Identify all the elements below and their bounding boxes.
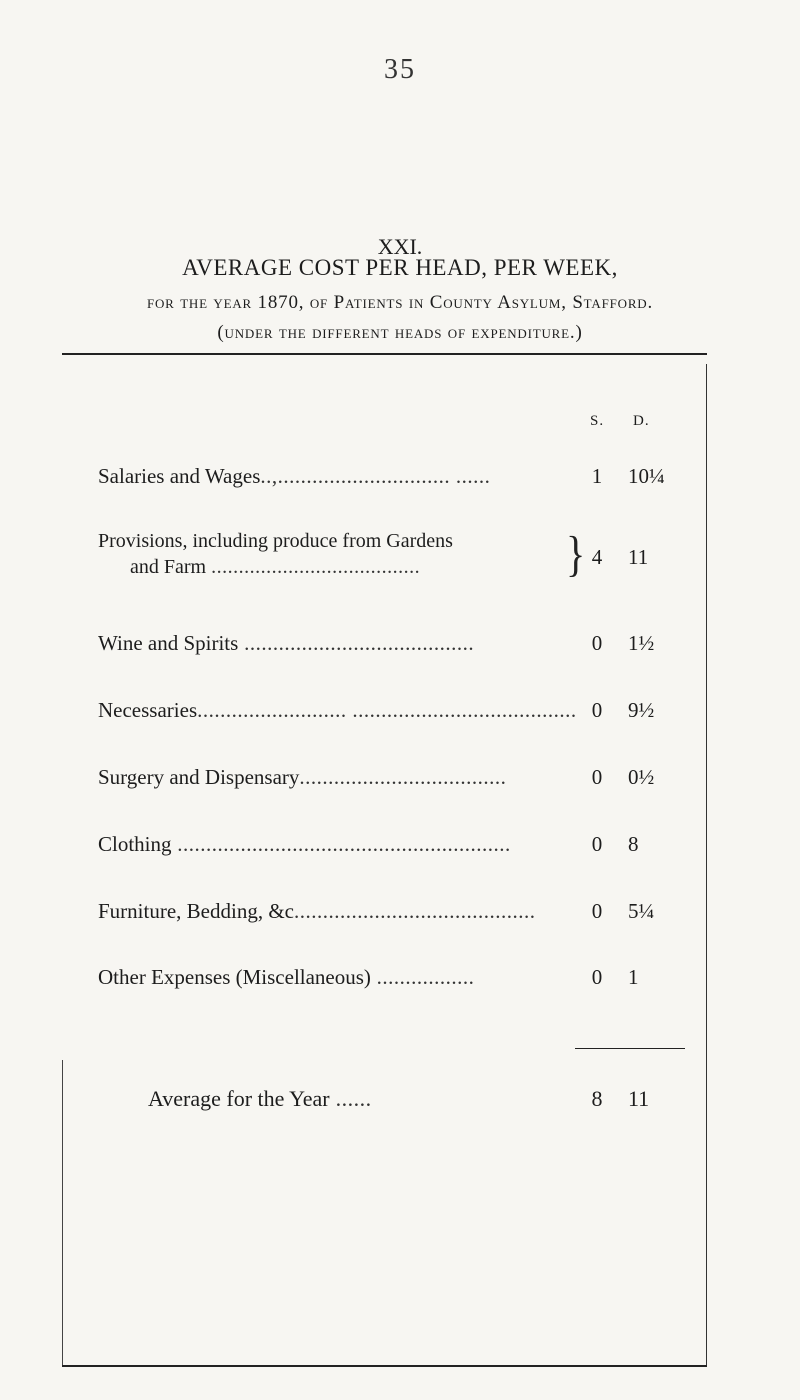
value-pence: 1½ [628,631,655,655]
row-label-other-expenses [98,965,474,990]
column-header-pence: D. [633,413,650,429]
leader-dots: .......................................... [293,899,536,923]
total-shillings: 8 [591,1086,603,1111]
table-bottom-rule [62,1365,707,1367]
column-header-shillings: S. [590,413,605,429]
leader-dots: .......................................................... [171,832,511,856]
value-shillings: 4 [591,545,603,569]
value-pence: 0½ [628,765,655,789]
row-label-provisions: Provisions, including produce from Gardens [98,530,453,552]
brace-symbol: } [566,525,586,582]
row-label-text: Wine and Spirits [98,631,239,655]
row-label-provisions-line2 [130,556,420,579]
leader-dots: ...................................... [211,556,421,578]
table-subtitle: for the year 1870, of Patients in County Asylum, Stafford. [146,292,654,313]
row-label-furniture [98,899,535,924]
table-title: AVERAGE COST PER HEAD, PER WEEK, [182,255,618,280]
value-shillings: 0 [591,698,603,722]
row-label-wine [98,631,474,656]
value-shillings: 0 [591,765,603,789]
table-top-rule [62,353,707,355]
value-shillings: 0 [591,631,603,655]
value-shillings: 1 [591,464,603,488]
leader-dots: .................................... [299,765,507,789]
table-subtitle-heads: (under the different heads of expenditure.) [217,322,583,343]
leader-dots: ...... [329,1086,372,1111]
row-label-salaries [98,464,490,489]
value-pence: 10¼ [628,464,665,488]
value-pence: 9½ [628,698,655,722]
value-shillings: 0 [591,965,603,989]
row-label-text: Clothing [98,832,172,856]
value-pence: 11 [628,545,649,569]
leader-dots: ..,.............................. ...... [260,464,491,488]
row-label-text: Furniture, Bedding, &c [98,899,294,923]
value-shillings: 0 [591,899,603,923]
total-pence: 11 [628,1086,650,1111]
row-label-text: Surgery and Dispensary [98,765,300,789]
row-label-surgery [98,765,506,790]
table-number: XXI. [377,234,423,259]
total-rule [575,1048,685,1049]
value-pence: 8 [628,832,639,856]
row-label-text: and Farm [130,556,207,578]
leader-dots: .......................... ....................................... [197,698,577,722]
value-pence: 5¼ [628,899,655,923]
table-right-rule [706,364,707,1366]
row-label-text: Necessaries [98,698,198,722]
leader-dots: ................. [370,965,475,989]
page-number: 35 [384,54,416,85]
total-label-text: Average for the Year [148,1086,330,1111]
table-left-rule [62,1060,63,1366]
value-shillings: 0 [591,832,603,856]
total-label [148,1086,372,1112]
value-pence: 1 [628,965,639,989]
row-label-text: Other Expenses (Miscellaneous) [98,965,371,989]
row-label-clothing [98,832,511,857]
row-label-text: Salaries and Wages [98,464,261,488]
leader-dots: ........................................ [238,631,475,655]
row-label-necessaries [98,698,577,723]
